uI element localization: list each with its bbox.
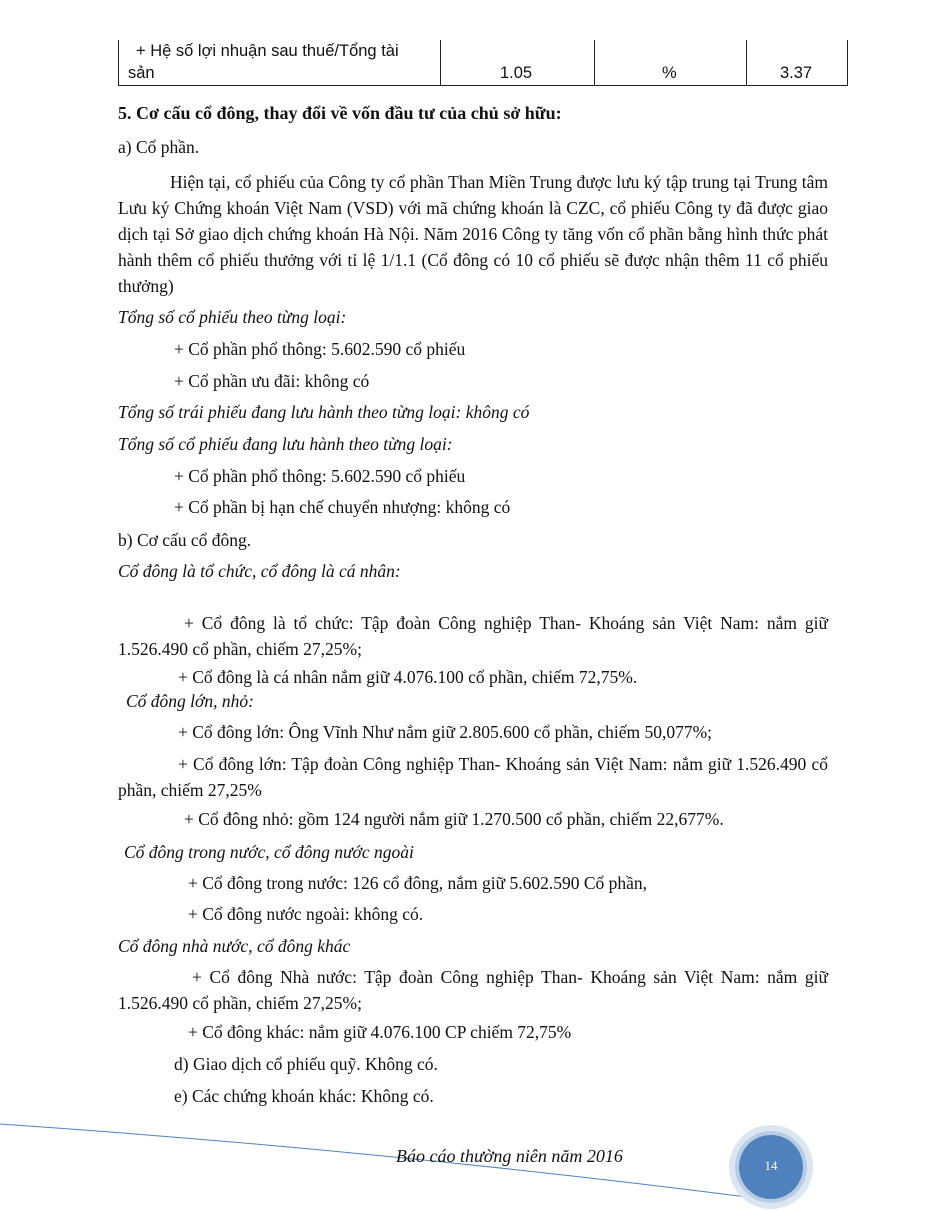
state-other-heading: Cổ đông nhà nước, cổ đông khác (118, 936, 351, 956)
table-border (118, 40, 119, 86)
domestic-foreign-heading: Cổ đông trong nước, cổ đông nước ngoài (124, 842, 414, 862)
table-border (594, 40, 595, 86)
foreign-item: + Cổ đông nước ngoài: không có. (188, 904, 424, 924)
org-holder-item: + Cổ đông là tổ chức: Tập đoàn Công nghiệp Than- Khoáng sản Việt Nam: nắm giữ 1.526.490 cổ phần, chiếm 27,25%; (118, 613, 828, 659)
table-border (847, 40, 848, 86)
subsection-e: e) Các chứng khoán khác: Không có. (174, 1086, 434, 1106)
footer-title: Báo cáo thường niên năm 2016 (396, 1146, 623, 1166)
subsection-b: b) Cơ cấu cổ đông. (118, 530, 252, 550)
bonds-line: Tổng số trái phiếu đang lưu hành theo từng loại: không có (118, 402, 530, 422)
common-shares-item: + Cổ phần phổ thông: 5.602.590 cổ phiếu (174, 339, 466, 359)
restricted-item: + Cổ phần bị hạn chế chuyển nhượng: không có (174, 497, 511, 517)
large-holder-item-2: + Cổ đông lớn: Tập đoàn Công nghiệp Than- Khoáng sản Việt Nam: nắm giữ 1.526.490 cổ phần, chiếm 27,25% (118, 754, 828, 800)
table-border (118, 85, 848, 86)
intro-paragraph: Hiện tại, cổ phiếu của Công ty cổ phần Than Miền Trung được lưu ký tập trung tại Trung tâm Lưu ký Chứng khoán Việt Nam (VSD) với mã chứng khoán là CZC, cổ phiếu Công ty đã được giao dịch tại Sở giao dịch chứng khoán Hà Nội. Năm 2016 Công ty tăng vốn cổ phần bằng hình thức phát hành thêm cổ phiếu thưởng với tỉ lệ 1/1.1 (Cổ đông có 10 cổ phiếu sẽ được nhận thêm 11 cổ phiếu thưởng) (118, 172, 828, 296)
large-holder-item-1: + Cổ đông lớn: Ông Vĩnh Như nắm giữ 2.805.600 cổ phần, chiếm 50,077%; (178, 722, 713, 742)
small-holder-item: + Cổ đông nhỏ: gồm 124 người nắm giữ 1.270.500 cổ phần, chiếm 22,677%. (184, 809, 724, 829)
table-row-label: sản (128, 64, 155, 82)
preferred-shares-item: + Cổ phần ưu đãi: không có (174, 371, 370, 391)
state-holder-item: + Cổ đông Nhà nước: Tập đoàn Công nghiệp Than- Khoáng sản Việt Nam: nắm giữ 1.526.490 cổ phần, chiếm 27,25%; (118, 967, 828, 1013)
org-individual-heading: Cổ đông là tổ chức, cổ đông là cá nhân: (118, 561, 401, 581)
table-border (746, 40, 747, 86)
large-small-heading: Cổ đông lớn, nhỏ: (126, 691, 254, 711)
outstanding-common-item: + Cổ phần phổ thông: 5.602.590 cổ phiếu (174, 466, 466, 486)
table-unit: % (662, 64, 677, 82)
other-holder-item: + Cổ đông khác: nắm giữ 4.076.100 CP chiếm 72,75% (188, 1022, 572, 1042)
table-row-label: + Hệ số lợi nhuận sau thuế/Tổng tài (136, 42, 399, 60)
shares-by-type-heading: Tổng số cổ phiếu theo từng loại: (118, 307, 347, 327)
ratio-table (118, 40, 848, 86)
section-heading: 5. Cơ cấu cổ đông, thay đổi về vốn đầu tư của chủ sở hữu: (118, 103, 562, 123)
table-border (440, 40, 441, 86)
footer-divider-line (0, 1110, 760, 1200)
outstanding-heading: Tổng số cổ phiếu đang lưu hành theo từng loại: (118, 434, 453, 454)
subsection-a: a) Cổ phần. (118, 137, 200, 157)
domestic-item: + Cổ đông trong nước: 126 cổ đông, nắm giữ 5.602.590 Cổ phần, (188, 873, 648, 893)
table-value-prev: 1.05 (500, 64, 533, 82)
individual-holder-item: + Cổ đông là cá nhân nắm giữ 4.076.100 cổ phần, chiếm 72,75%. (178, 667, 638, 687)
subsection-d: d) Giao dịch cổ phiếu quỹ. Không có. (174, 1054, 438, 1074)
page-number: 14 (764, 1158, 778, 1173)
table-value-curr: 3.37 (780, 64, 813, 82)
